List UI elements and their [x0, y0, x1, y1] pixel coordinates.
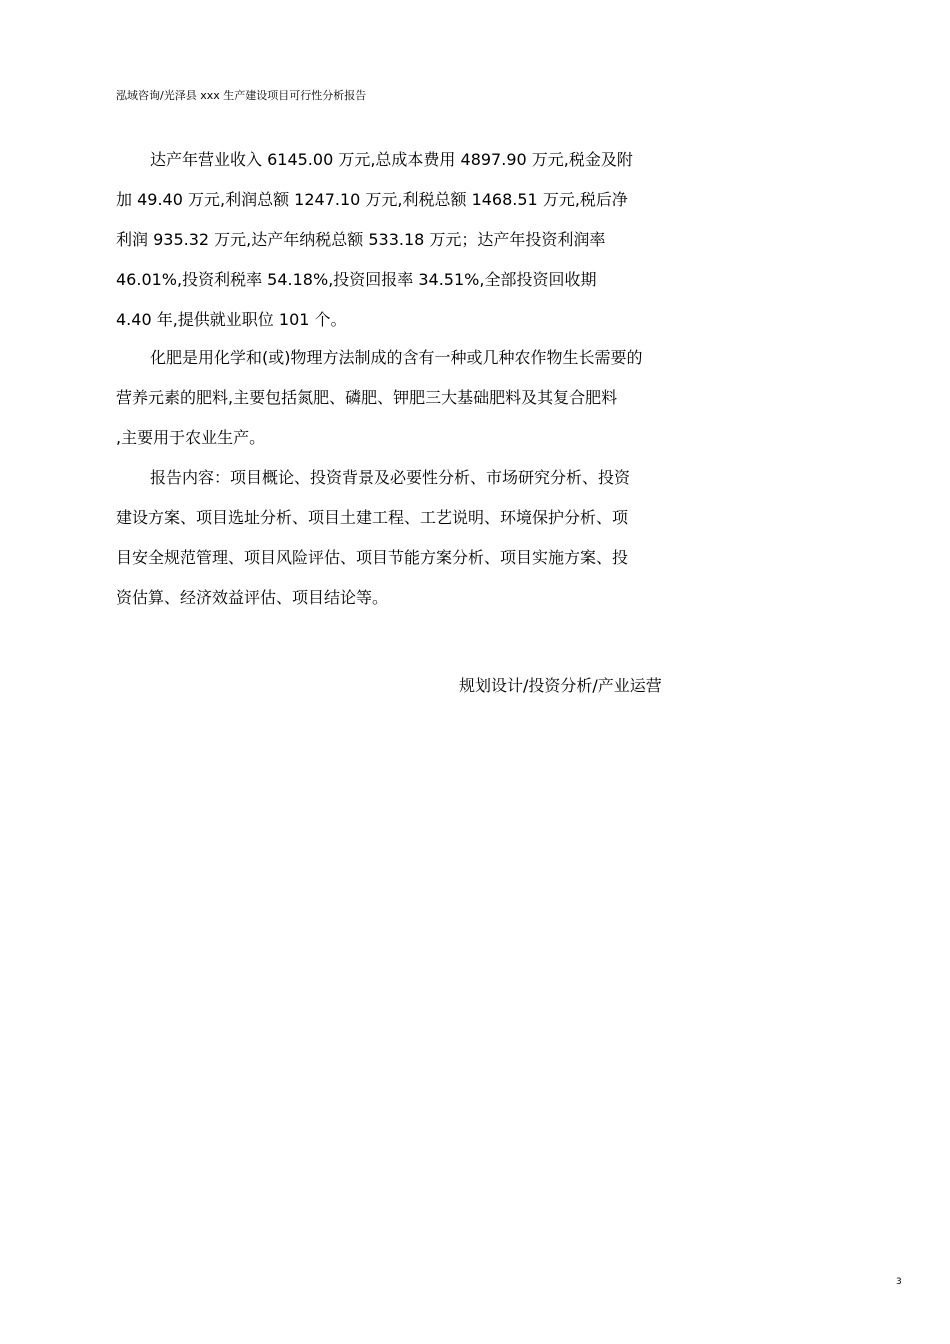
paragraph-line: 加 49.40 万元,利润总额 1247.10 万元,利税总额 1468.51 万元,税后净	[116, 190, 628, 209]
paragraph-fertilizer-definition	[116, 338, 676, 458]
page-number: 3	[896, 1277, 902, 1287]
page-header: 泓域咨询/光泽县 xxx 生产建设项目可行性分析报告	[116, 89, 367, 102]
signature-line: 规划设计/投资分析/产业运营	[459, 676, 662, 695]
paragraph-line: 报告内容：项目概论、投资背景及必要性分析、市场研究分析、投资	[150, 468, 631, 487]
paragraph-line: 营养元素的肥料,主要包括氮肥、磷肥、钾肥三大基础肥料及其复合肥料	[116, 388, 618, 407]
paragraph-line: ,主要用于农业生产。	[116, 428, 266, 447]
paragraph-line: 资估算、经济效益评估、项目结论等。	[116, 588, 389, 607]
paragraph-line: 建设方案、项目选址分析、项目土建工程、工艺说明、环境保护分析、项	[116, 508, 629, 527]
paragraph-line: 达产年营业收入 6145.00 万元,总成本费用 4897.90 万元,税金及附	[150, 150, 633, 169]
paragraph-line: 利润 935.32 万元,达产年纳税总额 533.18 万元；达产年投资利润率	[116, 230, 606, 249]
paragraph-line: 目安全规范管理、项目风险评估、项目节能方案分析、项目实施方案、投	[116, 548, 629, 567]
paragraph-line: 化肥是用化学和(或)物理方法制成的含有一种或几种农作物生长需要的	[150, 348, 643, 367]
paragraph-line: 46.01%,投资利税率 54.18%,投资回报率 34.51%,全部投资回收期	[116, 270, 597, 289]
paragraph-financial-summary	[116, 140, 676, 340]
paragraph-report-contents	[116, 458, 676, 618]
paragraph-line: 4.40 年,提供就业职位 101 个。	[116, 310, 347, 329]
